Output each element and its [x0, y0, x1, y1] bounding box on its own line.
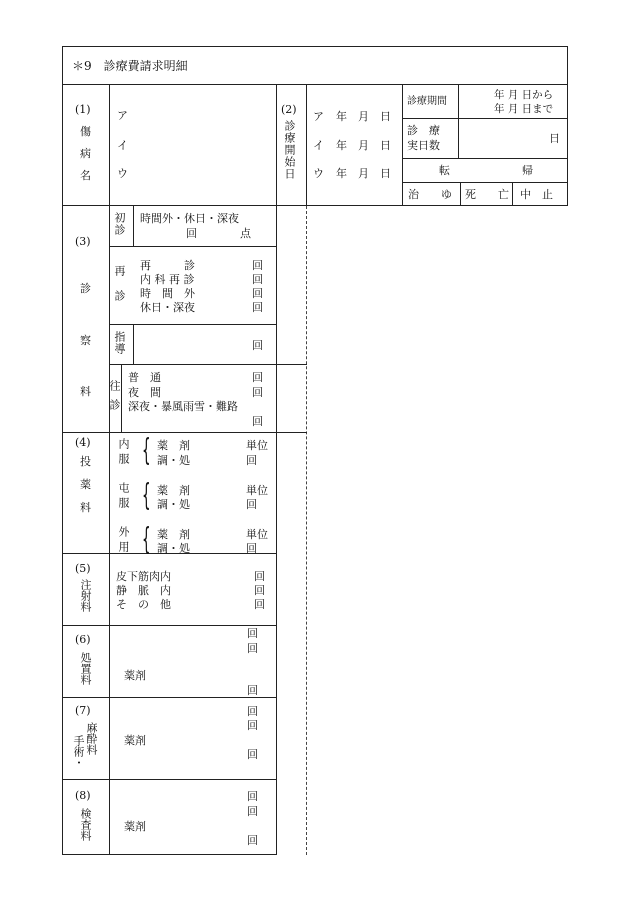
revisit-unit-1: 回 [252, 259, 263, 272]
injection-unit-2: 回 [254, 584, 265, 597]
period-from: 年 月 日から [494, 89, 554, 101]
first-visit-count: 回 [186, 227, 197, 240]
exam-drug: 薬剤 [124, 820, 146, 833]
section7-label-a: 手術・ [72, 735, 85, 768]
first-visit-label: 初診 [113, 212, 126, 236]
external-prep: 調・処 [157, 542, 190, 555]
treatment-unit-2: 回 [247, 642, 258, 655]
treatment-unit-1: 回 [247, 627, 258, 640]
section5-number: (5) [75, 562, 91, 575]
section4-label-2: 薬 [80, 478, 91, 491]
single-dose-drug: 薬 剤 [157, 484, 190, 497]
exam-unit-3: 回 [247, 834, 258, 847]
injection-unit-3: 回 [254, 598, 265, 611]
outcome-title-b: 帰 [522, 164, 533, 177]
surgery-unit-1: 回 [247, 705, 258, 718]
guidance-unit: 回 [252, 339, 263, 352]
outcome-death: 死 亡 [465, 188, 509, 201]
brace-icon: { [142, 478, 151, 513]
brace-icon: { [142, 433, 151, 468]
revisit-unit-3: 回 [252, 287, 263, 300]
section6-number: (6) [75, 633, 91, 646]
section3-label-1: 診 [80, 282, 91, 295]
form-title: ＊9 診療費請求明細 [72, 59, 188, 73]
section3-label-2: 察 [80, 334, 91, 347]
section4-label-1: 投 [80, 455, 91, 468]
section7-number: (7) [75, 704, 91, 717]
section1-label-2: 病 [80, 147, 91, 160]
section1-label-1: 傷 [80, 125, 91, 138]
section2-number: (2) [281, 103, 297, 116]
house-call-unit-1: 回 [252, 371, 263, 384]
house-call-unit-3: 回 [252, 415, 263, 428]
first-visit-line1: 時間外・休日・深夜 [140, 212, 239, 225]
treatment-drug: 薬剤 [124, 669, 146, 682]
single-dose-prep: 調・処 [157, 498, 190, 511]
section2-label: 診療開始日 [283, 120, 296, 180]
period-to: 年 月 日まで [494, 103, 554, 115]
external-prep-unit: 回 [246, 542, 257, 555]
single-dose-prep-unit: 回 [246, 498, 257, 511]
outcome-cured: 治 ゆ [408, 188, 452, 201]
section7-label-b: 麻酔料 [85, 722, 98, 755]
brace-icon: { [142, 522, 151, 557]
internal-drug-unit: 単位 [246, 439, 268, 452]
internal-prep: 調・処 [157, 454, 190, 467]
actual-days-label-2: 実日数 [407, 139, 440, 152]
revisit-item-3: 時 間 外 [140, 287, 195, 300]
section8-number: (8) [75, 789, 91, 802]
external-use-label: 外用 [117, 526, 130, 556]
surgery-unit-3: 回 [247, 748, 258, 761]
first-visit-points: 点 [240, 227, 251, 240]
single-dose-drug-unit: 単位 [246, 484, 268, 497]
revisit-item-4: 休日・深夜 [140, 301, 195, 314]
section1-label-3: 名 [80, 169, 91, 182]
section6-label: 処置料 [79, 652, 92, 685]
house-call-label: 往診 [108, 380, 121, 418]
diagnosis-item-a: ア [117, 109, 128, 122]
external-drug: 薬 剤 [157, 528, 190, 541]
external-drug-unit: 単位 [246, 528, 268, 541]
guidance-label: 指導 [113, 331, 126, 355]
revisit-item-1: 再 診 [140, 259, 195, 272]
outcome-stopped: 中 止 [520, 188, 553, 201]
revisit-label: 再診 [113, 265, 126, 315]
injection-unit-1: 回 [254, 570, 265, 583]
house-call-item-3: 深夜・暴風雨雪・難路 [128, 400, 238, 413]
section4-label-3: 料 [80, 501, 91, 514]
diagnosis-item-b: イ [117, 139, 128, 152]
revisit-item-2: 内 科 再 診 [140, 273, 195, 286]
internal-prep-unit: 回 [246, 454, 257, 467]
outcome-title-a: 転 [439, 164, 450, 177]
house-call-item-1: 普 通 [128, 371, 161, 384]
house-call-unit-2: 回 [252, 386, 263, 399]
section1-number: (1) [75, 103, 91, 116]
section3-label-3: 料 [80, 385, 91, 398]
surgery-drug: 薬剤 [124, 734, 146, 747]
internal-use-label: 内服 [117, 438, 130, 468]
surgery-unit-2: 回 [247, 719, 258, 732]
section3-number: (3) [75, 235, 91, 248]
single-dose-label: 屯服 [117, 482, 130, 512]
injection-item-3: そ の 他 [116, 598, 171, 611]
injection-item-2: 静 脈 内 [116, 584, 171, 597]
revisit-unit-2: 回 [252, 273, 263, 286]
section8-label: 検査料 [79, 808, 92, 841]
revisit-unit-4: 回 [252, 301, 263, 314]
exam-unit-1: 回 [247, 790, 258, 803]
period-label: 診療期間 [407, 96, 447, 107]
actual-days-unit: 日 [549, 132, 560, 145]
actual-days-label-1: 診 療 [407, 124, 440, 137]
exam-unit-2: 回 [247, 805, 258, 818]
injection-item-1: 皮下筋肉内 [116, 570, 171, 583]
treatment-unit-3: 回 [247, 684, 258, 697]
section5-label: 注射料 [79, 579, 92, 612]
internal-drug: 薬 剤 [157, 439, 190, 452]
house-call-item-2: 夜 間 [128, 386, 161, 399]
section4-number: (4) [75, 436, 91, 449]
diagnosis-item-c: ウ [117, 167, 128, 180]
